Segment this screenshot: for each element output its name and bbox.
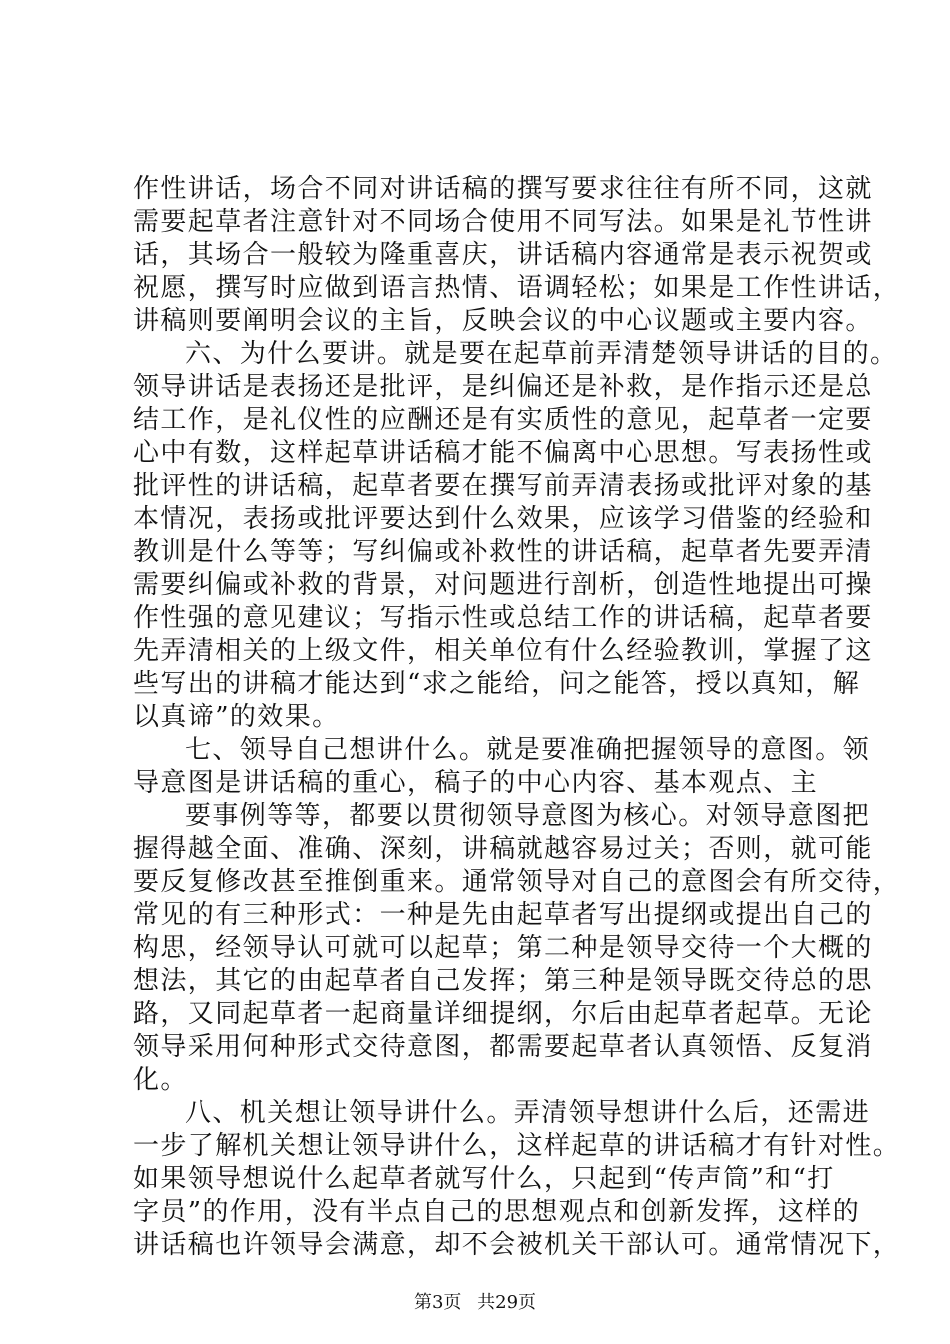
text-line: 结工作，是礼仪性的应酬还是有实质性的意见，起草者一定要: [133, 405, 873, 435]
text-line: 需要起草者注意针对不同场合使用不同写法。如果是礼节性讲: [133, 207, 873, 237]
text-line: 构思，经领导认可就可以起草；第二种是领导交待一个大概的: [133, 933, 873, 963]
text-line: 作性讲话，场合不同对讲话稿的撰写要求往往有所不同，这就: [133, 174, 873, 204]
total-pages: 共29页: [477, 1292, 537, 1313]
text-line: 握得越全面、准确、深刻，讲稿就越容易过关；否则，就可能: [133, 834, 873, 864]
text-line: 批评性的讲话稿，起草者要在撰写前弄清表扬或批评对象的基: [133, 471, 873, 501]
text-line: 祝愿，撰写时应做到语言热情、语调轻松；如果是工作性讲话，: [133, 273, 901, 303]
text-line: 路，又同起草者一起商量详细提纲，尔后由起草者起草。无论: [133, 999, 873, 1029]
text-line: 些写出的讲稿才能达到“求之能给，问之能答，授以真知，解: [133, 669, 861, 699]
text-line: 心中有数，这样起草讲话稿才能不偏离中心思想。写表扬性或: [133, 438, 873, 468]
section-seven-heading-line: 七、领导自己想讲什么。就是要准确把握领导的意图。领: [185, 735, 871, 765]
text-line: 教训是什么等等；写纠偏或补救性的讲话稿，起草者先要弄清: [133, 537, 873, 567]
text-line: 想法，其它的由起草者自己发挥；第三种是领导既交待总的思: [133, 966, 873, 996]
text-line: 导意图是讲话稿的重心，稿子的中心内容、基本观点、主: [133, 768, 819, 798]
text-line: 要事例等等，都要以贯彻领导意图为核心。对领导意图把: [185, 801, 871, 831]
text-line: 先弄清相关的上级文件，相关单位有什么经验教训，掌握了这: [133, 636, 873, 666]
text-line: 话，其场合一般较为隆重喜庆，讲话稿内容通常是表示祝贺或: [133, 240, 873, 270]
text-line: 如果领导想说什么起草者就写什么，只起到“传声筒”和“打: [133, 1164, 835, 1194]
text-line: 本情况，表扬或批评要达到什么效果，应该学习借鉴的经验和: [133, 504, 873, 534]
page-footer: [0, 1292, 950, 1314]
text-line: 字员”的作用，没有半点自己的思想观点和创新发挥，这样的: [133, 1197, 861, 1227]
page-number: 第3页: [413, 1292, 462, 1313]
section-six-heading-line: 六、为什么要讲。就是要在起草前弄清楚领导讲话的目的。: [185, 339, 898, 369]
text-line: 要反复修改甚至推倒重来。通常领导对自己的意图会有所交待，: [133, 867, 901, 897]
section-eight-heading-line: 八、机关想让领导讲什么。弄清领导想讲什么后，还需进: [185, 1098, 871, 1128]
text-line: 领导采用何种形式交待意图，都需要起草者认真领悟、反复消: [133, 1032, 873, 1062]
text-line: 化。: [133, 1065, 188, 1095]
text-line: 作性强的意见建议；写指示性或总结工作的讲话稿，起草者要: [133, 603, 873, 633]
text-line: 讲话稿也许领导会满意，却不会被机关干部认可。通常情况下，: [133, 1230, 901, 1260]
text-line: 以真谛”的效果。: [133, 702, 340, 732]
text-line: 一步了解机关想让领导讲什么，这样起草的讲话稿才有针对性。: [133, 1131, 901, 1161]
text-line: 领导讲话是表扬还是批评，是纠偏还是补救，是作指示还是总: [133, 372, 873, 402]
text-line: 需要纠偏或补救的背景，对问题进行剖析，创造性地提出可操: [133, 570, 873, 600]
text-line: 常见的有三种形式：一种是先由起草者写出提纲或提出自己的: [133, 900, 873, 930]
text-line: 讲稿则要阐明会议的主旨，反映会议的中心议题或主要内容。: [133, 306, 873, 336]
